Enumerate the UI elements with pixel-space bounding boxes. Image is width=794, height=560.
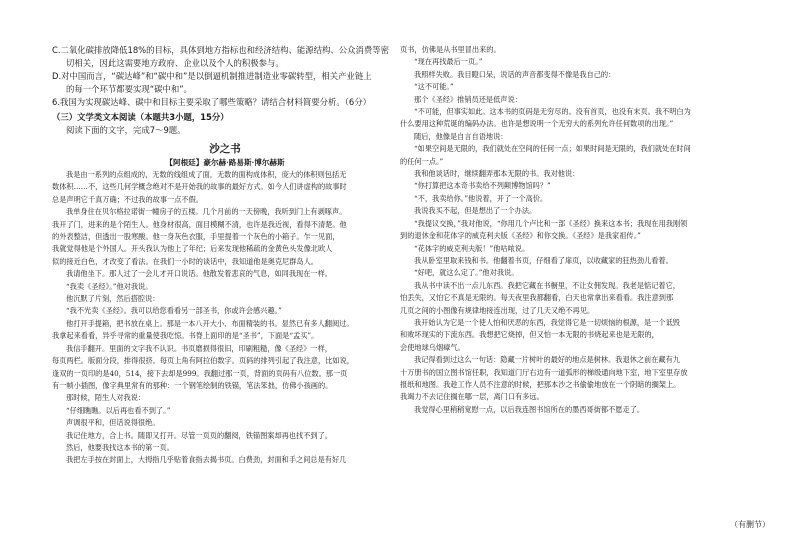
option-c-line-1: C.二氧化碳排放降低18%的目标，具体到地方指标也和经济结构、能源结构、公众消费等密	[52, 45, 389, 55]
story-paragraph: “我卖《圣经》。”他对我说。	[66, 281, 153, 291]
story-paragraph: 页书，仿佛是从书里冒出来的。	[400, 45, 501, 54]
story-paragraph: 逢双的一页印的是40，514，接下去却是999。我翻过那一页，背面的页码有八位数。那一页	[52, 368, 348, 378]
story-paragraph: 我拿起来看看，异乎寻常的重量使我吃惊。书脊上面印的是“圣书”，下面是“孟买”。	[52, 331, 319, 341]
option-c-line-2: 切相关，因此这需要地方政府、企业以及个人的积极参与。	[66, 58, 284, 68]
story-paragraph: “我不光卖《圣经》。我可以给您看看另一部圣书，你或许会感兴趣。”	[66, 306, 282, 316]
story-paragraph: 几页之间的小图像有规律地接连出现，过了几天又绝不再见。	[400, 305, 595, 315]
story-paragraph: 和败坏现实的下流东西。我想把它烧掉，但又怕一本无限的书烧起来也是无限的，	[400, 330, 659, 340]
story-paragraph: “好吧，就这么定了。”他对我说。	[414, 268, 519, 278]
story-paragraph: “花体字的威克利夫版！”他咕哝说。	[414, 243, 530, 253]
story-paragraph: 似的接近白色，才改变了看法。在我们一小时的谈话中，我知道他是奥克尼群岛人。	[52, 256, 318, 266]
story-paragraph: 我照样失败。我目瞪口呆，说话的声音都变得不像是我自己的：	[414, 69, 616, 79]
story-paragraph: 我是由一系列的点组成的，无数的线组成了面，无数的面构成体积，庞大的体积则包括无	[66, 170, 347, 179]
story-paragraph: “你打算把这本奇书卖给不列颠博物馆吗？”	[414, 181, 551, 191]
story-title: 沙之书	[209, 143, 241, 155]
story-paragraph: 他沉默了片刻，然后搭腔说：	[66, 294, 160, 304]
story-paragraph: 有一帧小插图，像字典里常有的那种：一个钢笔绘制的铁锚，笔法笨拙，仿佛小孩画的。	[52, 380, 333, 390]
story-paragraph: 随后，他像是自言自语地说：	[414, 131, 508, 141]
story-paragraph: 我把左手按在封面上，大拇指几乎贴着食指去揭书页。白费劲，封面和手之间总是有好几	[66, 455, 347, 465]
story-paragraph: “这不可能。”	[414, 82, 454, 92]
story-paragraph: 十万册书的国立图书馆任职，我知道门厅右边有一道弧形的梯级通向地下室，地下室里存放	[400, 367, 688, 377]
story-paragraph: 他打开手提箱，把书放在桌上。那是一本八开大小、布面精装的书。显然已有多人翻阅过。	[66, 318, 354, 328]
left-column	[52, 44, 398, 467]
story-paragraph: 我开了门，进来的是个陌生人。他身材很高，面目模糊不清，也许是我近视，看得不清楚。他	[52, 219, 347, 229]
story-paragraph: 那时候，陌生人对我说：	[66, 393, 146, 403]
story-author: 【阿根廷】豪尔赫·路易斯·博尔赫斯	[165, 158, 285, 167]
right-column	[400, 44, 746, 416]
story-paragraph: 我记住地方，合上书。随即又打开。尽管一页页的翻阅，铁锚图案却再也找不到了。	[66, 430, 332, 440]
story-paragraph: 的任何一点。”	[400, 156, 444, 166]
story-paragraph: “现在再找最后一页。”	[414, 57, 483, 67]
story-paragraph: “仔细瞧瞧。以后再也看不到了。”	[66, 405, 171, 415]
story-paragraph: “如果空间是无限的，我们就处在空间的任何一点；如果时间是无限的，我们就处在时间	[414, 144, 691, 154]
option-d-line-1: D.对中国而言，“碳达峰”和“碳中和”是以倒逼机制推进制造业零碳转型，相关产业链上	[52, 71, 372, 81]
story-paragraph: 我从书中读不出一点儿东西。我把它藏在书橱里，不让女佣发现。我老是惦记着它，	[414, 280, 680, 290]
reading-instruction: 阅读下面的文字，完成7～9题。	[66, 125, 186, 135]
story-paragraph: 我开始认为它是一个使人怕和厌恶的东西，我觉得它是一切烦恼的根源，是一个诋毁	[414, 317, 680, 327]
story-paragraph: 我单身住在贝尔格拉诺街一幢房子的五楼。几个月前的一天傍晚，我听到门上有剥啄声。	[66, 207, 347, 217]
story-paragraph: 我说我买不起，但是想出了一个办法。	[414, 206, 537, 216]
story-paragraph: 怕丢失，又怕它不真是无限的。每天夜里我都翻看，白天也常拿出来看看。我注意到那	[400, 293, 674, 303]
story-paragraph: 每页两栏。版面分段，排得很挤。每页上角有阿拉伯数字。页码的排列引起了我注意，比如说，	[52, 356, 354, 366]
story-paragraph: 声调很平和，但话说得很绝。	[66, 418, 160, 428]
story-paragraph: 我信手翻开。里面的文字我不认识。书页磨损得很旧，印刷粗糙，像《圣经》一样，	[66, 343, 332, 353]
abridged-note: （有删节）	[730, 520, 770, 529]
story-paragraph: 我从卧室里取来钱和书。他翻着书页，仔细看了扉页，以收藏家的狂热劲儿看着。	[414, 255, 673, 265]
question-6: 6.我国为实现碳达峰、碳中和目标主要采取了哪些策略？请结合材料简要分析。（6分）	[52, 97, 371, 107]
story-paragraph: 然后，他要我找这本书的第一页。	[66, 442, 174, 452]
story-paragraph: 我和他谈话时，继续翻弄那本无限的书。我对他说：	[414, 169, 580, 179]
story-paragraph: “我提议交换，”我对他说，“你用几个卢比和一部《圣经》换来这本书；我现在用我刚领	[414, 218, 688, 228]
story-paragraph: 我觉得心里稍稍宽慰一点，以后我连图书馆所在的墨西哥街都不愿走了。	[414, 404, 645, 414]
story-paragraph: 报纸和地图。我趁工作人员不注意的时候，把那本沙之书偷偷地放在一个阴暗的搁架上。	[400, 379, 681, 389]
story-paragraph: “不可能，但事实如此。这本书的页码是无穷尽的。没有首页，也没有末页。我不明白为	[414, 107, 691, 117]
story-paragraph: 到的退休金和花体字的威克利夫版《圣经》和你交换。《圣经》是我家祖传。”	[400, 231, 641, 241]
story-paragraph: 什么要用这种荒诞的编码办法。也许是想说明一个无穷大的系列允许任何数项的出现。”	[400, 119, 674, 129]
story-paragraph: 我竭力不去记住搁在哪一层，离门口有多远。	[400, 392, 544, 402]
story-paragraph: 的外表整洁，但透出一股寒酸。他一身灰色衣服，手里提着一个灰色的小箱子。乍一见面，	[52, 232, 340, 242]
story-paragraph: 总是声明它千真万确；不过我的故事一点不假。	[52, 194, 203, 204]
story-paragraph: 我请他坐下。那人过了一会儿才开口说话。他散发着悲哀的气息，如同我现在一样。	[66, 269, 332, 279]
story-paragraph: “不，我卖给你。”他说着，开了一个高价。	[414, 193, 548, 203]
story-paragraph: 会使地球乌烟瘴气。	[400, 342, 465, 352]
story-paragraph: 那个《圣经》推销员还是低声说：	[414, 94, 522, 104]
section-heading: （三）文学类文本阅读（本题共3小题，15分）	[52, 112, 229, 122]
story-paragraph: 我就觉得他是个外国人。开头我认为他上了年纪；后来发现他稀疏的金黄色头发像北欧人	[52, 244, 333, 254]
story-paragraph: 我记得看到过这么一句话：隐藏一片树叶的最好的地点是树林。我退休之前在藏有九	[414, 355, 680, 365]
option-d-line-2: 的每一个环节都要实现“碳中和”。	[66, 84, 192, 94]
story-paragraph: 数体积……不，这些几何学概念绝对不是开始我的故事的最好方式。如今人们讲虚构的故事时	[52, 182, 347, 192]
